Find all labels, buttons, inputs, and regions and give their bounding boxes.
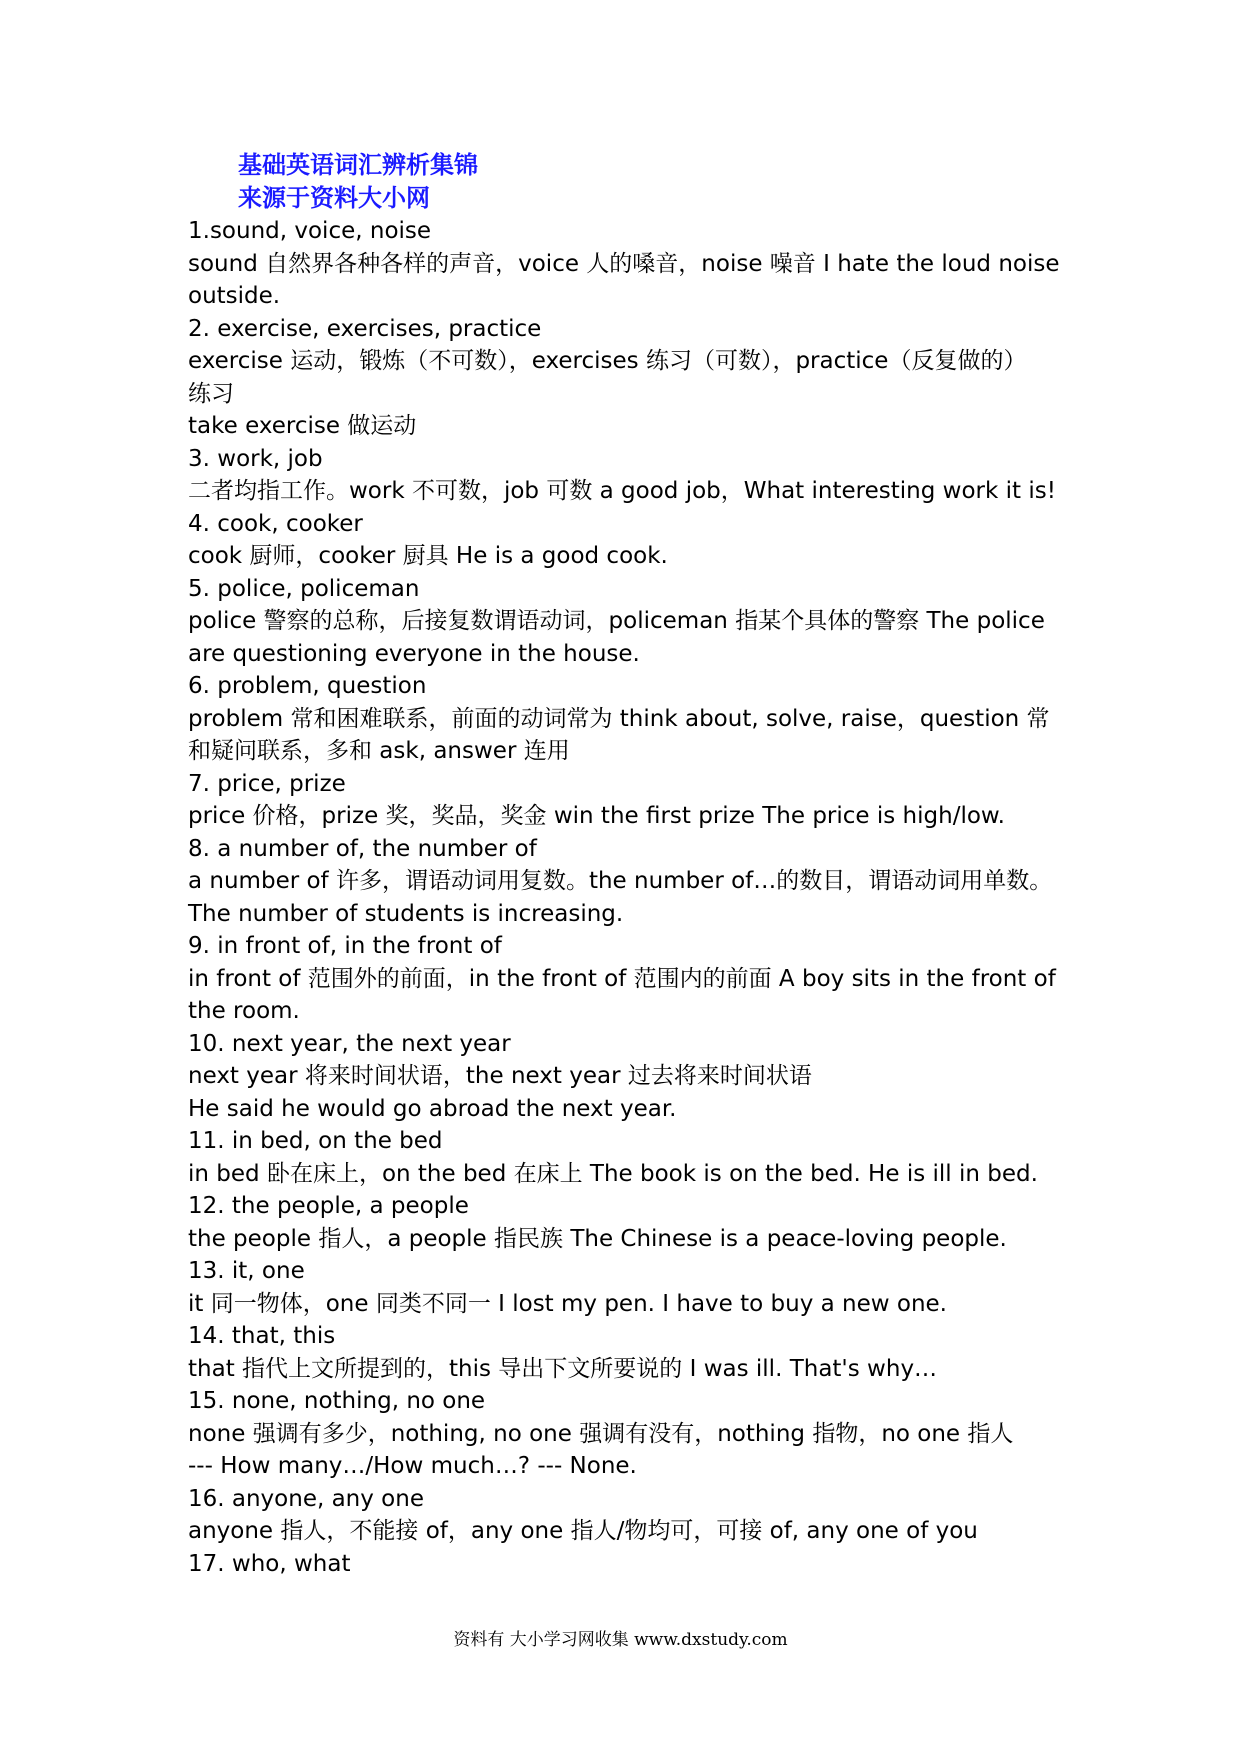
text-line: cook 厨师，cooker 厨具 He is a good cook. [188,543,668,569]
text-line: take exercise 做运动 [188,413,417,439]
text-line: next year 将来时间状语，the next year 过去将来时间状语 [188,1063,812,1089]
text-line: 4. cook, cooker [188,510,363,537]
text-line: 13. it, one [188,1258,305,1284]
text-line: the people 指人，a people 指民族 The Chinese is a peace-loving people. [188,1225,1007,1252]
text-line: 练习 [188,380,234,407]
text-line: are questioning everyone in the house. [188,640,640,667]
text-line: 7. price, prize [188,770,346,797]
text-line: outside. [188,283,281,309]
document-body [188,215,1068,1580]
text-line: 1.sound, voice, noise [188,218,432,244]
text-line: 8. a number of, the number of [188,835,537,862]
text-line: --- How many…/How much…? --- None. [188,1453,637,1479]
text-line: 17. who, what [188,1550,351,1577]
text-line: 12. the people, a people [188,1193,469,1219]
text-line: that 指代上文所提到的，this 导出下文所要说的 I was ill. That's why… [188,1355,938,1382]
text-line: the room. [188,998,300,1024]
text-line: He said he would go abroad the next year. [188,1095,677,1122]
text-line: in front of 范围外的前面，in the front of 范围内的前面 A boy sits in the front of [188,965,1056,992]
text-line: problem 常和困难联系，前面的动词常为 think about, solve, raise，question 常 [188,705,1050,732]
document-title: 基础英语词汇辨析集锦 [238,150,478,179]
document-subtitle: 来源于资料大小网 [238,183,430,212]
text-line: in bed 卧在床上，on the bed 在床上 The book is on the bed. He is ill in bed. [188,1160,1038,1187]
text-line: 和疑问联系，多和 ask, answer 连用 [188,738,570,764]
text-line: police 警察的总称，后接复数谓语动词，policeman 指某个具体的警察 The police [188,608,1045,634]
document-header [238,148,478,214]
text-line: 10. next year, the next year [188,1030,511,1057]
text-line: 2. exercise, exercises, practice [188,315,542,342]
text-line: a number of 许多，谓语动词用复数。the number of…的数目，谓语动词用单数。 [188,868,1053,894]
text-line: sound 自然界各种各样的声音，voice 人的嗓音，noise 噪音 I hate the loud noise [188,250,1060,277]
text-line: 6. problem, question [188,673,427,699]
text-line: 16. anyone, any one [188,1485,424,1512]
text-line: 二者均指工作。work 不可数，job 可数 a good job，What interesting work it is! [188,478,1056,504]
text-line: none 强调有多少，nothing, no one 强调有没有，nothing 指物，no one 指人 [188,1420,1014,1447]
text-line: 14. that, this [188,1323,336,1349]
text-line: price 价格，prize 奖，奖品，奖金 win the first prize The price is high/low. [188,803,1005,829]
text-line: exercise 运动，锻炼（不可数），exercises 练习（可数），practice（反复做的） [188,348,1027,374]
text-line: 15. none, nothing, no one [188,1388,486,1414]
text-line: 5. police, policeman [188,575,420,602]
page-footer: 资料有 大小学习网收集 www.dxstudy.com [453,1630,788,1650]
text-line: 9. in front of, in the front of [188,933,502,959]
text-line: 11. in bed, on the bed [188,1128,443,1154]
text-line: The number of students is increasing. [188,900,624,927]
text-line: 3. work, job [188,445,323,472]
text-line: it 同一物体，one 同类不同一 I lost my pen. I have to buy a new one. [188,1290,947,1317]
text-line: anyone 指人，不能接 of，any one 指人/物均可，可接 of, any one of you [188,1518,978,1544]
